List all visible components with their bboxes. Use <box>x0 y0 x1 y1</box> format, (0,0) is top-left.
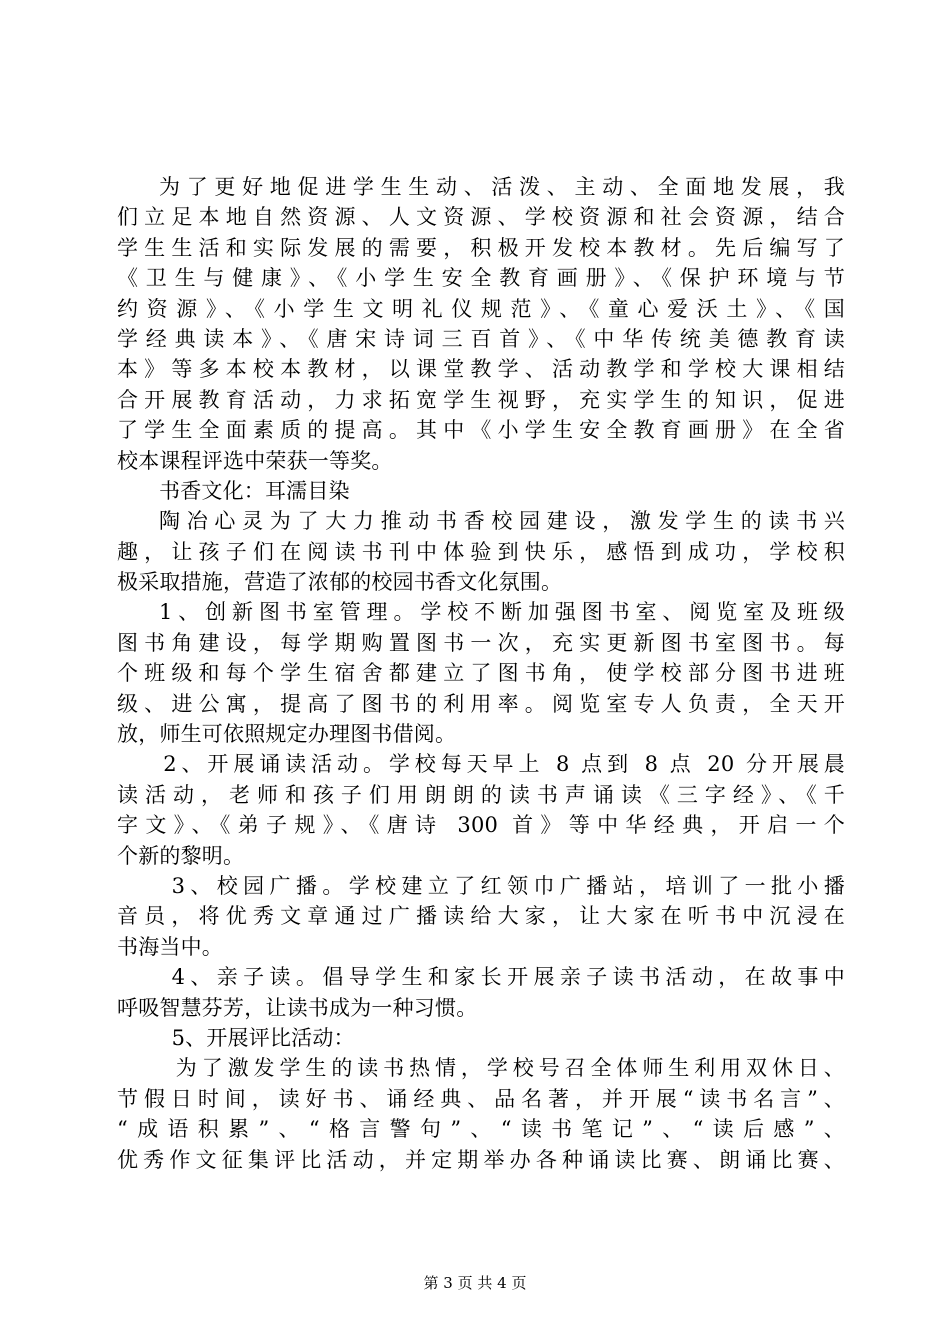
text-line: 《卫生与健康》、《小学生安全教育画册》、《保护环境与节 <box>117 266 845 291</box>
text-line: 个新的黎明。 <box>117 843 245 868</box>
text-line: 本》等多本校本教材，以课堂教学、活动教学和学校大课相结 <box>117 357 845 382</box>
text-line: 学生生活和实际发展的需要，积极开发校本教材。先后编写了 <box>117 235 845 260</box>
text-line: 图书角建设，每学期购置图书一次，充实更新图书室图书。每 <box>117 630 845 655</box>
text-line: 极采取措施，营造了浓郁的校园书香文化氛围。 <box>117 570 563 595</box>
text-line: 个班级和每个学生宿舍都建立了图书角，使学校部分图书进班 <box>117 661 845 686</box>
text-line: 合开展教育活动，力求拓宽学生视野，充实学生的知识，促进 <box>117 387 845 412</box>
text-line: 优秀作文征集评比活动，并定期举办各种诵读比赛、朗诵比赛、 <box>117 1147 845 1172</box>
text-line: “成语积累”、“格言警句”、“读书笔记”、“读后感”、 <box>117 1117 845 1142</box>
text-line: 为了激发学生的读书热情，学校号召全体师生利用双休日、 <box>175 1056 845 1081</box>
text-line: 书香文化：耳濡目染 <box>159 478 350 503</box>
text-line: 陶冶心灵为了大力推动书香校园建设，激发学生的读书兴 <box>159 509 845 534</box>
body-text <box>117 172 845 1175</box>
text-line: 校本课程评选中荣获一等奖。 <box>117 448 393 473</box>
page-footer: 第 3 页 共 4 页 <box>423 1274 527 1292</box>
text-line: 节假日时间，读好书、诵经典、品名著，并开展“读书名言”、 <box>117 1086 845 1111</box>
text-line: 3、校园广播。学校建立了红领巾广播站，培训了一批小播 <box>171 873 845 898</box>
text-line: 趣，让孩子们在阅读书刊中体验到快乐，感悟到成功，学校积 <box>117 539 845 564</box>
text-line: 呼吸智慧芬芳，让读书成为一种习惯。 <box>117 995 478 1020</box>
text-line: 1、创新图书室管理。学校不断加强图书室、阅览室及班级 <box>159 600 845 625</box>
text-line: 为了更好地促进学生生动、活泼、主动、全面地发展，我 <box>159 175 845 199</box>
text-line: 放，师生可依照规定办理图书借阅。 <box>117 722 457 747</box>
text-line: 音员，将优秀文章通过广播读给大家，让大家在听书中沉浸在 <box>117 904 845 929</box>
text-line: 5、开展评比活动： <box>171 1025 355 1050</box>
text-line: 2、开展诵读活动。学校每天早上 8 点到 8 点 20 分开展晨 <box>163 752 845 777</box>
text-line: 们立足本地自然资源、人文资源、学校资源和社会资源，结合 <box>117 205 845 230</box>
text-line: 约资源》、《小学生文明礼仪规范》、《童心爱沃土》、《国 <box>117 296 845 321</box>
text-line: 级、进公寓，提高了图书的利用率。阅览室专人负责，全天开 <box>117 691 845 716</box>
text-line: 学经典读本》、《唐宋诗词三百首》、《中华传统美德教育读 <box>117 326 845 351</box>
text-line: 读活动，老师和孩子们用朗朗的读书声诵读《三字经》、《千 <box>117 782 845 807</box>
text-line: 4、亲子读。倡导学生和家长开展亲子读书活动，在故事中 <box>171 965 845 990</box>
text-line: 了学生全面素质的提高。其中《小学生安全教育画册》在全省 <box>117 418 845 443</box>
text-line: 字文》、《弟子规》、《唐诗 300 首》等中华经典，开启一个 <box>117 813 845 838</box>
text-line: 书海当中。 <box>117 934 223 959</box>
